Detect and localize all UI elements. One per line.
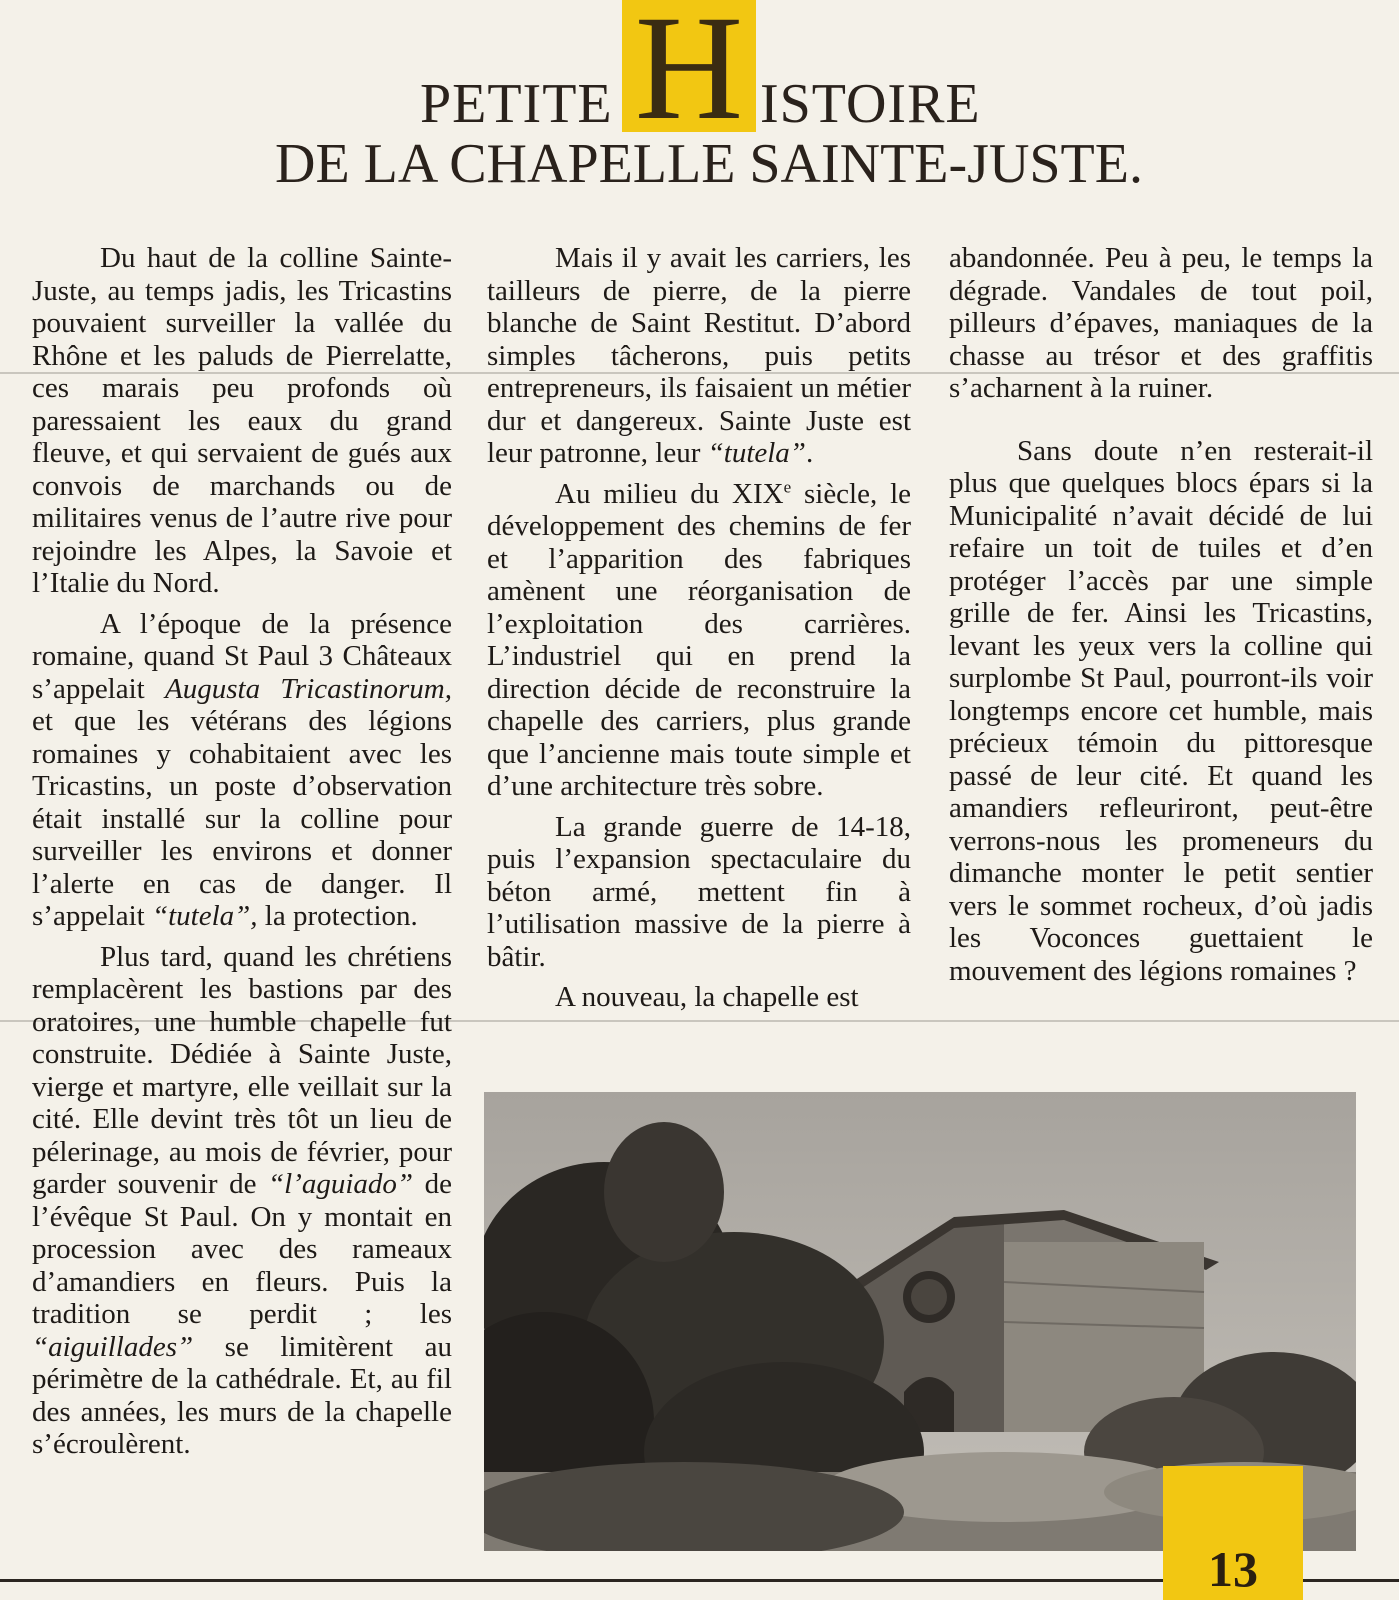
title-line1-start: PETITE	[420, 73, 613, 135]
footer-rule	[1303, 1579, 1399, 1582]
paragraph: A nouveau, la chapelle est	[555, 981, 859, 1013]
paragraph: A l’époque de la présence romaine, quand St Paul 3 Châteaux s’appelait Augusta Tricastinorum, et que les vétérans des légions romaines y cohabitaient avec les Tricastins, un poste d’observation était installé sur la colline pour surveiller les environs et donner l’alerte en cas de danger. Il s’appelait “tutela”, la protection.	[32, 607, 452, 932]
footer-rule	[0, 1579, 1163, 1582]
title-line1-end: ISTOIRE	[760, 73, 981, 135]
paragraph: Au milieu du XIXe siècle, le développement des chemins de fer et l’apparition des fabriques amènent une réorganisation de l’exploitation des carrières. L’industriel qui en prend la direction décide de reconstruire la chapelle des carriers, plus grande que l’ancienne mais toute simple et d’une architecture très sobre.	[487, 476, 911, 802]
paragraph: abandonnée. Peu à peu, le temps la dégrade. Vandales de tout poil, pilleurs d’épaves, maniaques de la chasse au trésor et des graffitis s’acharnent à la ruiner.	[949, 242, 1373, 404]
article-column-3	[949, 242, 1373, 987]
page-number: 13	[1208, 1541, 1258, 1597]
title-line2: DE LA CHAPELLE SAINTE-JUSTE.	[275, 133, 1143, 195]
paragraph: Plus tard, quand les chrétiens remplacèrent les bastions par des oratoires, une humble chapelle fut construite. Dédiée à Sainte Juste, vierge et martyre, elle veillait sur la cité. Elle devint très tôt un lieu de pélerinage, au mois de février, pour garder souvenir de “l’aguiado” de l’évêque St Paul. On y montait en procession avec des rameaux d’amandiers en fleurs. Puis la tradition se perdit ; les “aiguillades” se limitèrent au périmètre de la cathédrale. Et, au fil des années, les murs de la chapelle s’écroulèrent.	[32, 940, 452, 1460]
paragraph: Du haut de la colline Sainte-Juste, au temps jadis, les Tricastins pouvaient surveiller la vallée du Rhône et les paluds de Pierrelatte, ces marais peu profonds où paressaient les eaux du grand fleuve, et qui servaient de gués aux convois de marchands ou de militaires venus de l’autre rive pour rejoindre les Alpes, la Savoie et l’Italie du Nord.	[32, 242, 452, 599]
paragraph: Sans doute n’en resterait-il plus que quelques blocs épars si la Municipalité n’avait décidé de lui refaire un toit de tuiles et d’en protéger l’accès par une simple grille de fer. Ainsi les Tricastins, levant les yeux vers la colline qui surplombe St Paul, pourront-ils voir longtemps encore cet humble, mais précieux témoin du pittoresque passé de leur cité. Et quand les amandiers refleuriront, peut-être verrons-nous les promeneurs du dimanche monter le petit sentier vers le sommet rocheux, d’où jadis les Voconces guettaient le mouvement des légions romaines ?	[949, 434, 1373, 987]
paragraph: La grande guerre de 14-18, puis l’expansion spectaculaire du béton armé, mettent fin à l’utilisation massive de la pierre à bâtir.	[487, 810, 911, 973]
article-column-2	[487, 242, 911, 1014]
paragraph: Mais il y avait les carriers, les tailleurs de pierre, de la pierre blanche de Saint Restitut. D’abord simples tâcherons, puis petits entrepreneurs, ils faisaient un métier dur et dangereux. Sainte Juste est leur patronne, leur “tutela”.	[487, 242, 911, 469]
title-drop-letter: H	[634, 0, 744, 151]
article-column-1	[32, 242, 452, 1461]
